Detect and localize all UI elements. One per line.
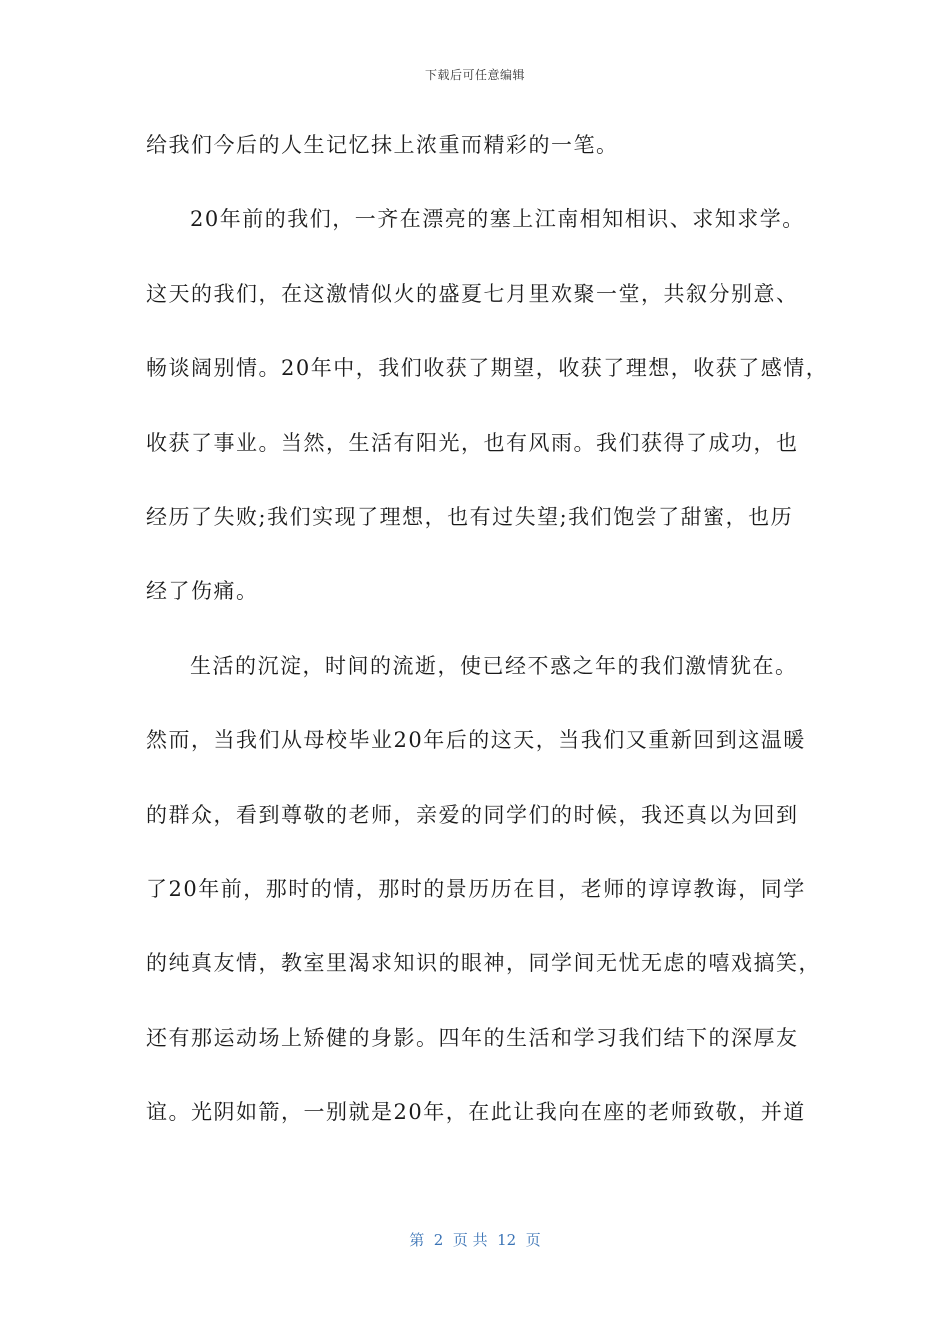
text-line: 给我们今后的人生记忆抹上浓重而精彩的一笔。 bbox=[146, 133, 619, 157]
paragraph-first-line: 生活的沉淀，时间的流逝，使已经不惑之年的我们激情犹在。 bbox=[190, 653, 798, 678]
page-number-footer: 第 2 页 共 12 页 bbox=[409, 1231, 541, 1249]
text-line: 谊。光阴如箭，一别就是20年，在此让我向在座的老师致敬，并道 bbox=[146, 1100, 806, 1125]
document-body bbox=[146, 128, 829, 1169]
text-line: 的群众，看到尊敬的老师，亲爱的同学们的时候，我还真以为回到 bbox=[146, 802, 799, 827]
text-line: 然而，当我们从母校毕业20年后的这天，当我们又重新回到这温暖 bbox=[146, 728, 806, 753]
text-line: 还有那运动场上矫健的身影。四年的生活和学习我们结下的深厚友 bbox=[146, 1025, 799, 1050]
text-line: 畅谈阔别情。20年中，我们收获了期望，收获了理想，收获了感情， bbox=[146, 356, 829, 381]
text-line: 了20年前，那时的情，那时的景历历在目，老师的谆谆教诲，同学 bbox=[146, 876, 806, 901]
paragraph-first-line: 20年前的我们，一齐在漂亮的塞上江南相知相识、求知求学。 bbox=[190, 207, 805, 232]
text-line: 经历了失败;我们实现了理想，也有过失望;我们饱尝了甜蜜，也历 bbox=[146, 504, 794, 529]
text-line: 经了伤痛。 bbox=[146, 579, 259, 604]
text-line: 的纯真友情，教室里渴求知识的眼神，同学间无忧无虑的嘻戏搞笑， bbox=[146, 951, 821, 976]
page-header-note: 下载后可任意编辑 bbox=[424, 68, 525, 82]
text-line: 这天的我们，在这激情似火的盛夏七月里欢聚一堂，共叙分别意、 bbox=[146, 281, 799, 306]
text-line: 收获了事业。当然，生活有阳光，也有风雨。我们获得了成功，也 bbox=[146, 430, 799, 455]
